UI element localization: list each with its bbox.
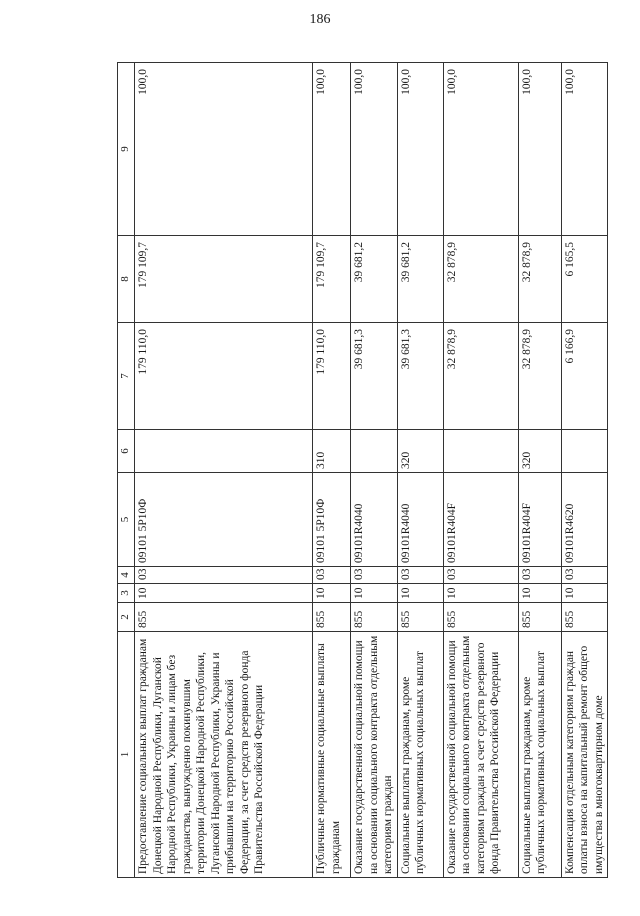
table-row: [313, 63, 351, 878]
executed-amount: 179 109,7: [313, 236, 351, 323]
admin-code: 855: [351, 603, 398, 632]
row-name: Оказание государственной социальной помощи на основании социального контракта отдельным категориям граждан за счет средств резервного фонда Правительства Российской Федерации: [443, 632, 518, 878]
section-code: 10: [443, 584, 518, 603]
planned-amount: 179 110,0: [135, 323, 313, 430]
planned-amount: 39 681,3: [397, 323, 443, 430]
table-header-row: [118, 63, 135, 878]
target-item-code: 09101R404F: [518, 473, 561, 567]
column-header: 6: [118, 430, 135, 473]
execution-percent: 100,0: [313, 63, 351, 236]
column-header: 8: [118, 236, 135, 323]
executed-amount: 6 165,5: [561, 236, 608, 323]
row-name: Социальные выплаты гражданам, кроме публичных нормативных социальных выплат: [518, 632, 561, 878]
execution-percent: 100,0: [135, 63, 313, 236]
subsection-code: 03: [397, 567, 443, 584]
target-item-code: 09101R4040: [397, 473, 443, 567]
row-name: Публичные нормативные социальные выплаты гражданам: [313, 632, 351, 878]
admin-code: 855: [135, 603, 313, 632]
table-row: [397, 63, 443, 878]
row-name: Социальные выплаты гражданам, кроме публичных нормативных социальных выплат: [397, 632, 443, 878]
section-code: 10: [397, 584, 443, 603]
expense-type-code: 320: [397, 430, 443, 473]
planned-amount: 39 681,3: [351, 323, 398, 430]
page-number: 186: [309, 12, 331, 27]
expense-type-code: [135, 430, 313, 473]
expense-type-code: 320: [518, 430, 561, 473]
admin-code: 855: [518, 603, 561, 632]
admin-code: 855: [443, 603, 518, 632]
executed-amount: 39 681,2: [351, 236, 398, 323]
row-name: Предоставление социальных выплат гражданам Донецкой Народной Республики, Луганской Народной Республики, Украины и лицам без гражданства, вынужденно покинувшим территории Донецкой Народной Республики, Луганской Народной Республики, Украины и прибывшим на территорию Российской Федерации, за счет средств резервного фонда Правительства Российской Федерации: [135, 632, 313, 878]
table-row: [561, 63, 608, 878]
column-header: 5: [118, 473, 135, 567]
execution-percent: 100,0: [443, 63, 518, 236]
row-name: Оказание государственной социальной помощи на основании социального контракта отдельным категориям граждан: [351, 632, 398, 878]
column-header: 3: [118, 584, 135, 603]
rotated-table-wrapper: [117, 63, 605, 878]
expense-type-code: 310: [313, 430, 351, 473]
table-row: [135, 63, 313, 878]
column-header: 7: [118, 323, 135, 430]
target-item-code: 09101 5Р10Ф: [313, 473, 351, 567]
subsection-code: 03: [561, 567, 608, 584]
execution-percent: 100,0: [351, 63, 398, 236]
table-row: [518, 63, 561, 878]
target-item-code: 09101R4620: [561, 473, 608, 567]
executed-amount: 32 878,9: [518, 236, 561, 323]
admin-code: 855: [397, 603, 443, 632]
section-code: 10: [351, 584, 398, 603]
subsection-code: 03: [313, 567, 351, 584]
section-code: 10: [561, 584, 608, 603]
subsection-code: 03: [351, 567, 398, 584]
expense-type-code: [443, 430, 518, 473]
row-name: Компенсация отдельным категориям граждан оплаты взноса на капитальный ремонт общего имущества в многоквартирном доме: [561, 632, 608, 878]
subsection-code: 03: [518, 567, 561, 584]
table-row: [443, 63, 518, 878]
execution-percent: 100,0: [561, 63, 608, 236]
planned-amount: 179 110,0: [313, 323, 351, 430]
budget-table: [117, 62, 608, 878]
column-header: 1: [118, 632, 135, 878]
execution-percent: 100,0: [518, 63, 561, 236]
section-code: 10: [135, 584, 313, 603]
planned-amount: 32 878,9: [518, 323, 561, 430]
executed-amount: 179 109,7: [135, 236, 313, 323]
admin-code: 855: [313, 603, 351, 632]
expense-type-code: [561, 430, 608, 473]
executed-amount: 39 681,2: [397, 236, 443, 323]
column-header: 9: [118, 63, 135, 236]
planned-amount: 32 878,9: [443, 323, 518, 430]
table-row: [351, 63, 398, 878]
admin-code: 855: [561, 603, 608, 632]
execution-percent: 100,0: [397, 63, 443, 236]
column-header: 2: [118, 603, 135, 632]
subsection-code: 03: [443, 567, 518, 584]
column-header: 4: [118, 567, 135, 584]
target-item-code: 09101 5Р10Ф: [135, 473, 313, 567]
planned-amount: 6 166,9: [561, 323, 608, 430]
section-code: 10: [313, 584, 351, 603]
target-item-code: 09101R4040: [351, 473, 398, 567]
target-item-code: 09101R404F: [443, 473, 518, 567]
expense-type-code: [351, 430, 398, 473]
subsection-code: 03: [135, 567, 313, 584]
executed-amount: 32 878,9: [443, 236, 518, 323]
section-code: 10: [518, 584, 561, 603]
